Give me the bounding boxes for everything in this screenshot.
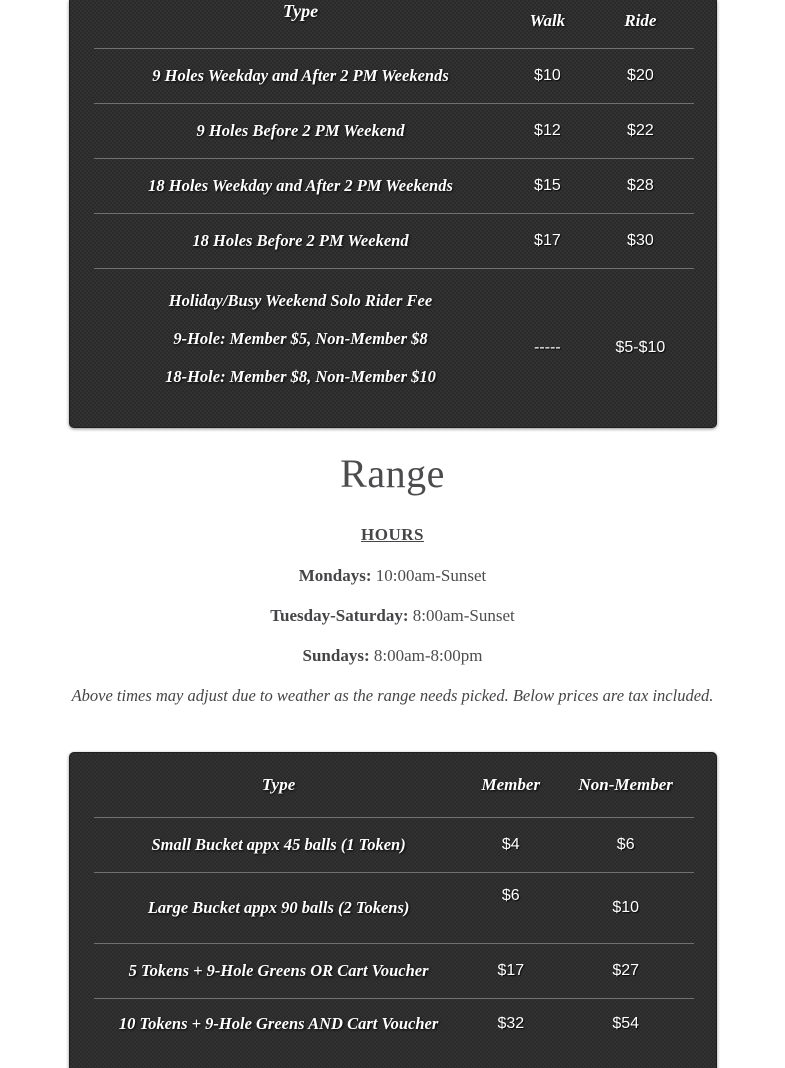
member-price: $32 bbox=[497, 1015, 525, 1032]
walk-price: $12 bbox=[534, 121, 561, 139]
walk-price: ----- bbox=[534, 338, 561, 356]
table-row bbox=[94, 999, 694, 1068]
ride-price: $30 bbox=[627, 231, 654, 249]
non-member-price: $6 bbox=[616, 836, 635, 853]
fee-type: 18 Holes Before 2 PM Weekend bbox=[192, 230, 409, 250]
greens-header-row bbox=[94, 0, 694, 48]
item-type: 10 Tokens + 9-Hole Greens AND Cart Voucher bbox=[118, 1014, 439, 1033]
range-title: Range bbox=[340, 450, 445, 496]
hours-label: Sundays: bbox=[302, 645, 370, 665]
non-member-price: $10 bbox=[612, 899, 640, 916]
range-prices-table bbox=[94, 753, 694, 1068]
item-type: Large Bucket appx 90 balls (2 Tokens) bbox=[147, 898, 410, 917]
walk-price: $17 bbox=[534, 231, 561, 249]
table-row bbox=[94, 48, 694, 103]
range-header-row bbox=[94, 753, 694, 818]
hours-line-tuesday-saturday bbox=[0, 607, 785, 625]
table-row bbox=[94, 944, 694, 999]
fee-type: 18 Holes Weekday and After 2 PM Weekends bbox=[148, 175, 453, 195]
greens-fees-card bbox=[69, 0, 717, 428]
item-type: Small Bucket appx 45 balls (1 Token) bbox=[151, 835, 406, 854]
range-note: Above times may adjust due to weather as the range needs picked. Below prices are tax included. bbox=[71, 685, 714, 705]
range-prices-card bbox=[69, 752, 717, 1068]
hours-value: 8:00am-8:00pm bbox=[373, 645, 483, 665]
range-section bbox=[0, 449, 785, 705]
hours-heading-text: HOURS bbox=[361, 524, 424, 544]
item-type: 5 Tokens + 9-Hole Greens OR Cart Voucher bbox=[128, 961, 429, 980]
hours-label: Tuesday-Saturday: bbox=[270, 605, 409, 625]
non-member-price: $27 bbox=[612, 962, 640, 979]
column-header-ride: Ride bbox=[624, 11, 657, 30]
table-row bbox=[94, 268, 694, 427]
ride-price: $28 bbox=[627, 176, 654, 194]
hours-heading bbox=[0, 525, 785, 545]
non-member-price: $54 bbox=[612, 1015, 640, 1032]
table-row bbox=[94, 818, 694, 873]
table-row bbox=[94, 213, 694, 268]
table-row bbox=[94, 103, 694, 158]
column-header-member: Member bbox=[481, 774, 541, 794]
hours-value: 8:00am-Sunset bbox=[412, 605, 515, 625]
hours-value: 10:00am-Sunset bbox=[375, 565, 487, 585]
member-price: $4 bbox=[501, 836, 520, 853]
ride-price: $22 bbox=[627, 121, 654, 139]
fee-type: 9 Holes Before 2 PM Weekend bbox=[196, 120, 405, 140]
fee-type-line: 9-Hole: Member $5, Non-Member $8 bbox=[173, 328, 428, 348]
walk-price: $10 bbox=[534, 66, 561, 84]
fee-type-line: Holiday/Busy Weekend Solo Rider Fee bbox=[168, 290, 433, 310]
fee-type-line: 18-Hole: Member $8, Non-Member $10 bbox=[165, 366, 436, 386]
column-header-walk: Walk bbox=[529, 11, 566, 30]
walk-price: $15 bbox=[534, 176, 561, 194]
hours-line-mondays bbox=[0, 567, 785, 585]
fee-type-multiline bbox=[94, 268, 508, 427]
column-header-type: Type bbox=[282, 1, 319, 21]
member-price: $6 bbox=[501, 887, 520, 904]
hours-label: Mondays: bbox=[298, 565, 372, 585]
column-header-non-member: Non-Member bbox=[578, 774, 673, 794]
column-header-type: Type bbox=[261, 774, 296, 794]
table-row bbox=[94, 158, 694, 213]
fee-type: 9 Holes Weekday and After 2 PM Weekends bbox=[152, 65, 449, 85]
ride-price: $20 bbox=[627, 66, 654, 84]
table-row bbox=[94, 873, 694, 944]
greens-fees-table bbox=[94, 0, 694, 427]
member-price: $17 bbox=[497, 962, 525, 979]
ride-price: $5-$10 bbox=[615, 338, 666, 356]
hours-line-sundays bbox=[0, 647, 785, 665]
